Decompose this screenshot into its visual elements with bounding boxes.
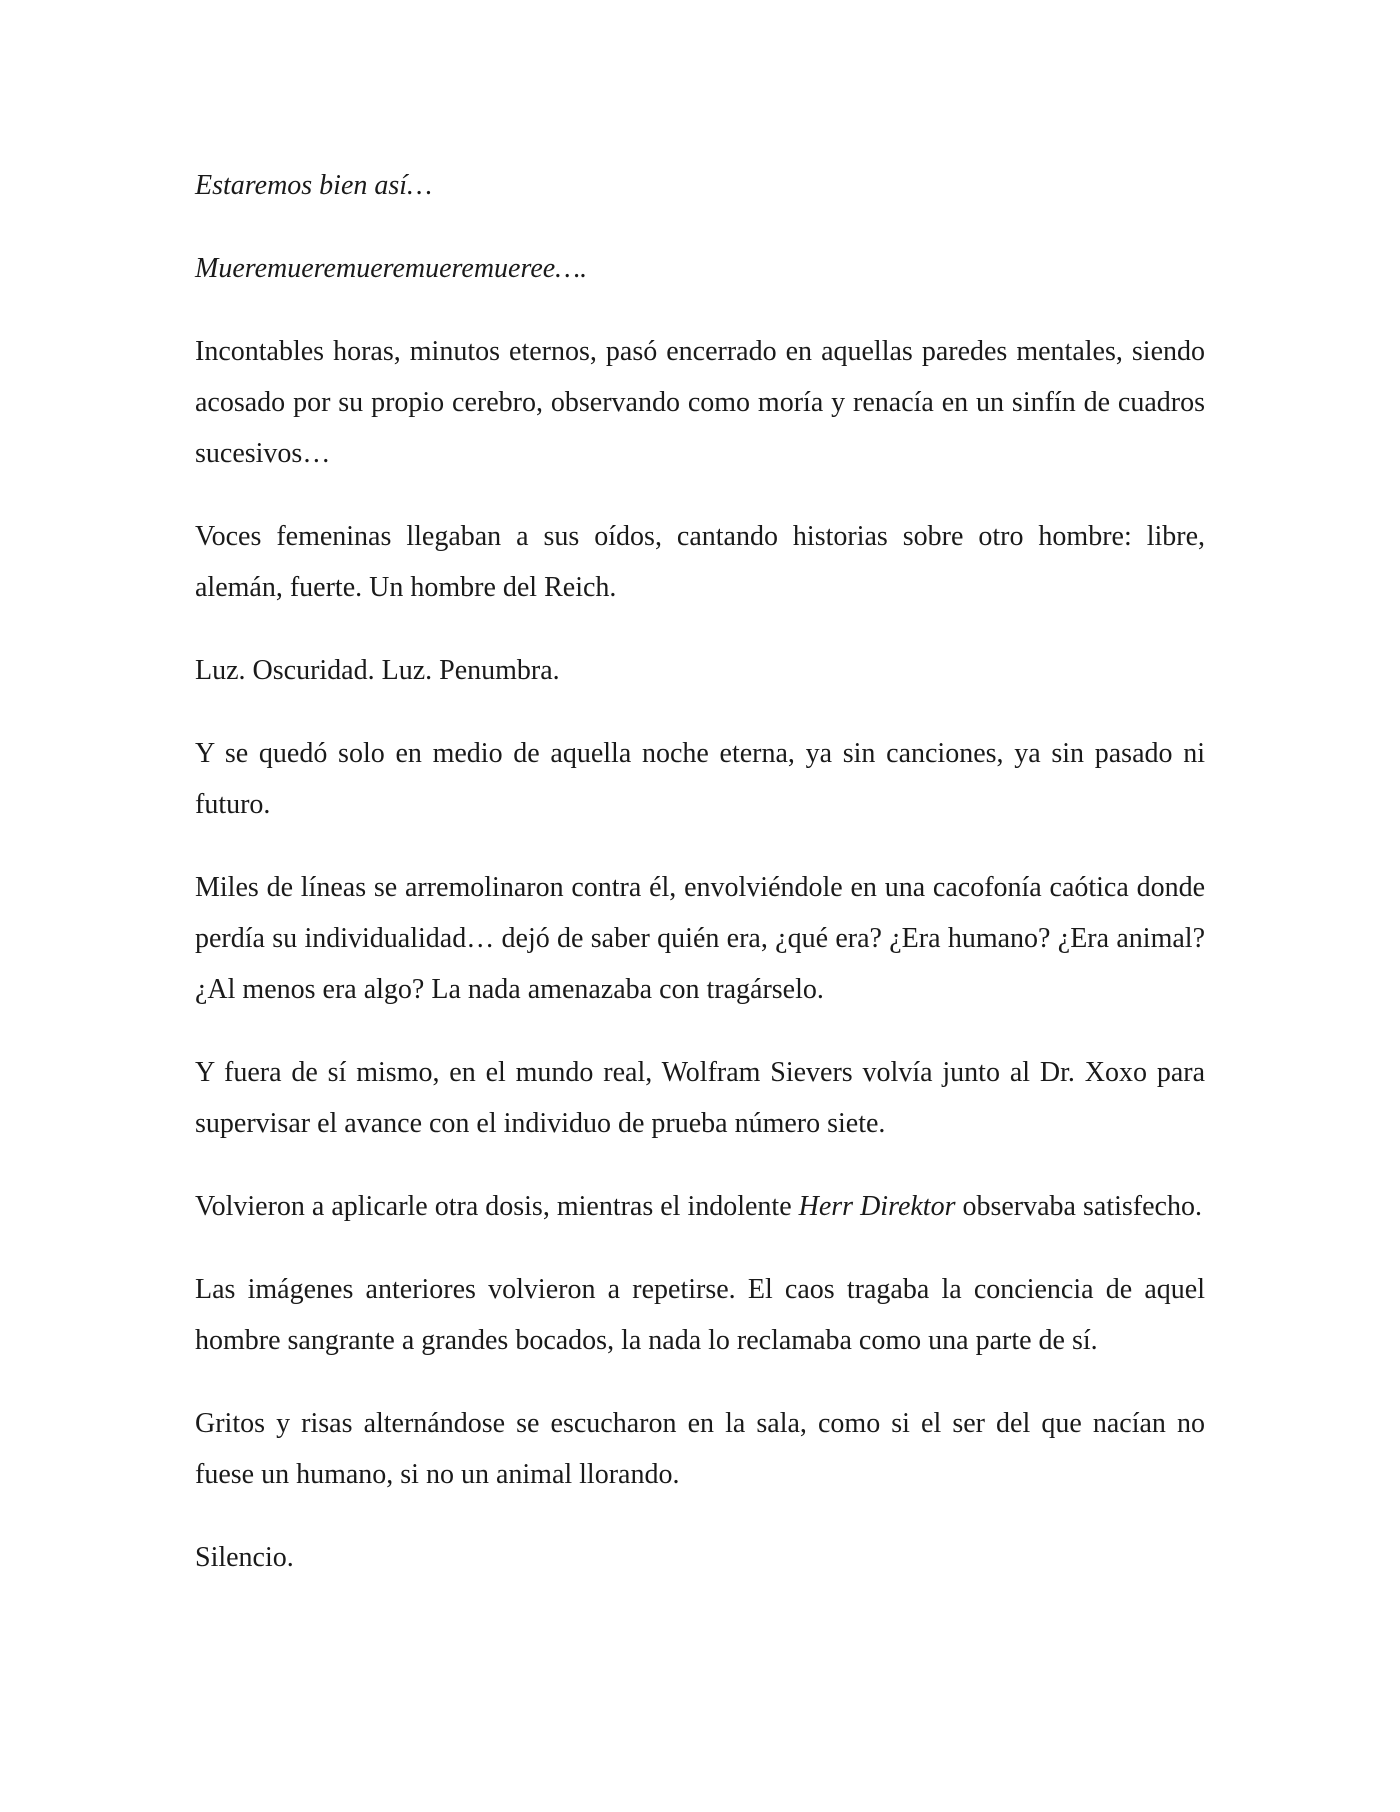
paragraph [195,1181,1205,1232]
paragraph [195,1398,1205,1500]
paragraph [195,243,1205,294]
paragraph-text: Volvieron a aplicarle otra dosis, mientras el indolente [195,1191,799,1222]
paragraph [195,160,1205,211]
paragraph [195,511,1205,613]
paragraph-italic-text: Herr Direktor [798,1191,956,1222]
paragraph-text: Estaremos bien así… [195,170,432,201]
paragraph-text: observaba satisfecho. [955,1191,1202,1222]
paragraph [195,1264,1205,1366]
paragraph-text: Miles de líneas se arremolinaron contra él, envolviéndole en una cacofonía caótica donde perdía su individualidad… dejó de saber quién era, ¿qué era? ¿Era humano? ¿Era animal? ¿Al menos era algo? La nada amenazaba con tragárselo. [195,872,1205,1005]
paragraph-text: Y se quedó solo en medio de aquella noche eterna, ya sin canciones, ya sin pasado ni futuro. [195,738,1205,820]
paragraph [195,862,1205,1015]
paragraph [195,1047,1205,1149]
paragraph-text: Voces femeninas llegaban a sus oídos, cantando historias sobre otro hombre: libre, alemán, fuerte. Un hombre del Reich. [195,521,1205,603]
paragraph-text: Incontables horas, minutos eternos, pasó encerrado en aquellas paredes mentales, siendo acosado por su propio cerebro, observando como moría y renacía en un sinfín de cuadros sucesivos… [195,336,1205,469]
paragraph-text: Mueremueremueremueremueree…. [195,253,588,284]
paragraph-text: Gritos y risas alternándose se escucharon en la sala, como si el ser del que nacían no fuese un humano, si no un animal llorando. [195,1408,1205,1490]
paragraph-text: Luz. Oscuridad. Luz. Penumbra. [195,655,560,686]
paragraph-text: Silencio. [195,1542,294,1573]
paragraph [195,326,1205,479]
paragraph-text: Y fuera de sí mismo, en el mundo real, Wolfram Sievers volvía junto al Dr. Xoxo para supervisar el avance con el individuo de prueba número siete. [195,1057,1205,1139]
paragraph [195,645,1205,696]
paragraph [195,1532,1205,1583]
paragraph-text: Las imágenes anteriores volvieron a repetirse. El caos tragaba la conciencia de aquel hombre sangrante a grandes bocados, la nada lo reclamaba como una parte de sí. [195,1274,1205,1356]
document-body [195,160,1205,1615]
paragraph [195,728,1205,830]
